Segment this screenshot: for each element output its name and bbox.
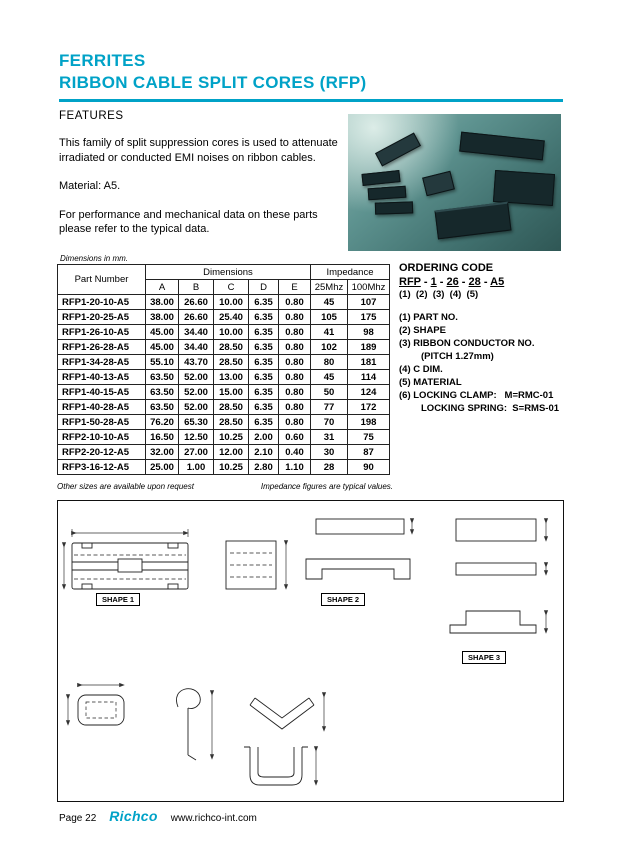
value-cell: 2.10 <box>249 445 279 460</box>
feature-paragraph-2: Material: A5. <box>59 180 121 192</box>
value-cell: 32.00 <box>146 445 179 460</box>
value-cell: 26.60 <box>179 295 214 310</box>
value-cell: 43.70 <box>179 355 214 370</box>
table-row <box>58 355 390 370</box>
value-cell: 114 <box>348 370 390 385</box>
table-row <box>58 430 390 445</box>
shape3-label: SHAPE 3 <box>462 651 506 664</box>
table-footnotes <box>57 482 393 491</box>
chevron-clip-view <box>250 695 324 729</box>
value-cell: 63.50 <box>146 400 179 415</box>
value-cell: 2.00 <box>249 430 279 445</box>
rfp2-cross-section <box>68 685 124 725</box>
value-cell: 41 <box>311 325 348 340</box>
value-cell: 0.80 <box>279 400 311 415</box>
units-note: Dimensions in mm. <box>60 254 129 263</box>
table-row <box>58 460 390 475</box>
value-cell: 2.80 <box>249 460 279 475</box>
table-row <box>58 370 390 385</box>
part-number-cell: RFP1-20-25-A5 <box>58 310 146 325</box>
value-cell: 10.25 <box>214 430 249 445</box>
part-number-cell: RFP1-26-28-A5 <box>58 340 146 355</box>
value-cell: 181 <box>348 355 390 370</box>
table-row <box>58 445 390 460</box>
col-header-c: C <box>214 280 249 295</box>
value-cell: 1.10 <box>279 460 311 475</box>
part-number-cell: RFP2-10-10-A5 <box>58 430 146 445</box>
value-cell: 13.00 <box>214 370 249 385</box>
ordering-legend-item: (5) MATERIAL <box>399 377 462 388</box>
value-cell: 50 <box>311 385 348 400</box>
value-cell: 28.50 <box>214 415 249 430</box>
value-cell: 45 <box>311 295 348 310</box>
value-cell: 87 <box>348 445 390 460</box>
value-cell: 10.00 <box>214 325 249 340</box>
ordering-positions: (1) (2) (3) (4) (5) <box>399 289 479 300</box>
ordering-legend <box>399 311 574 415</box>
code-prefix: RFP <box>399 276 421 288</box>
value-cell: 0.80 <box>279 325 311 340</box>
value-cell: 80 <box>311 355 348 370</box>
ferrite-core-shape <box>435 202 512 240</box>
value-cell: 38.00 <box>146 295 179 310</box>
ferrite-core-shape <box>422 171 455 196</box>
value-cell: 70 <box>311 415 348 430</box>
value-cell: 34.40 <box>179 325 214 340</box>
value-cell: 189 <box>348 340 390 355</box>
locking-spring-view <box>176 689 212 760</box>
code-part-4: A5 <box>490 276 505 288</box>
value-cell: 0.80 <box>279 310 311 325</box>
ordering-legend-item: (1) PART NO. <box>399 312 458 323</box>
accessory-views <box>68 685 324 785</box>
value-cell: 52.00 <box>179 385 214 400</box>
technical-drawings <box>57 500 564 802</box>
ferrite-core-shape <box>459 132 545 161</box>
col-header-impedance: Impedance <box>311 265 390 280</box>
value-cell: 6.35 <box>249 400 279 415</box>
value-cell: 6.35 <box>249 325 279 340</box>
footnote-other-sizes: Other sizes are available upon request <box>57 482 194 491</box>
value-cell: 0.60 <box>279 430 311 445</box>
value-cell: 105 <box>311 310 348 325</box>
table-row <box>58 415 390 430</box>
ordering-code-block <box>399 262 574 415</box>
page-header <box>59 50 366 94</box>
value-cell: 26.60 <box>179 310 214 325</box>
col-header-e: E <box>279 280 311 295</box>
feature-text <box>59 136 351 251</box>
table-row <box>58 325 390 340</box>
ordering-legend-item: (4) C DIM. <box>399 364 443 375</box>
ordering-legend-item: (6) LOCKING CLAMP: M=RMC-01 <box>399 390 554 401</box>
ordering-code-line <box>399 276 574 288</box>
value-cell: 98 <box>348 325 390 340</box>
ferrite-core-shape <box>375 201 413 214</box>
code-separator: - <box>458 276 469 288</box>
value-cell: 0.80 <box>279 355 311 370</box>
spec-table <box>57 264 390 475</box>
value-cell: 6.35 <box>249 385 279 400</box>
part-number-cell: RFP1-40-15-A5 <box>58 385 146 400</box>
value-cell: 52.00 <box>179 400 214 415</box>
value-cell: 75 <box>348 430 390 445</box>
col-header-dimensions: Dimensions <box>146 265 311 280</box>
value-cell: 28.50 <box>214 400 249 415</box>
value-cell: 52.00 <box>179 370 214 385</box>
header-divider <box>59 99 563 102</box>
richco-logo: Richco <box>109 808 158 824</box>
drawings-canvas <box>58 501 561 799</box>
part-number-cell: RFP1-40-13-A5 <box>58 370 146 385</box>
code-part-2: 26 <box>446 276 459 288</box>
table-row <box>58 340 390 355</box>
part-number-cell: RFP1-20-10-A5 <box>58 295 146 310</box>
shape1-end-view <box>226 541 286 589</box>
value-cell: 107 <box>348 295 390 310</box>
value-cell: 30 <box>311 445 348 460</box>
col-header-100mhz: 100Mhz <box>348 280 390 295</box>
value-cell: 27.00 <box>179 445 214 460</box>
footnote-impedance: Impedance figures are typical values. <box>260 482 393 491</box>
value-cell: 12.00 <box>214 445 249 460</box>
value-cell: 12.50 <box>179 430 214 445</box>
code-separator: - <box>436 276 447 288</box>
ordering-legend-item: (2) SHAPE <box>399 325 446 336</box>
value-cell: 45.00 <box>146 340 179 355</box>
value-cell: 10.25 <box>214 460 249 475</box>
ferrite-core-shape <box>368 186 407 201</box>
value-cell: 38.00 <box>146 310 179 325</box>
ordering-legend-item: (3) RIBBON CONDUCTOR NO. <box>399 338 535 349</box>
part-number-cell: RFP1-50-28-A5 <box>58 415 146 430</box>
part-number-cell: RFP3-16-12-A5 <box>58 460 146 475</box>
shape1-label: SHAPE 1 <box>96 593 140 606</box>
value-cell: 25.40 <box>214 310 249 325</box>
value-cell: 6.35 <box>249 295 279 310</box>
table-row <box>58 310 390 325</box>
spec-table-body <box>58 295 390 475</box>
value-cell: 63.50 <box>146 370 179 385</box>
value-cell: 0.80 <box>279 370 311 385</box>
value-cell: 6.35 <box>249 415 279 430</box>
ferrite-core-shape <box>361 170 400 186</box>
ferrite-core-shape <box>493 170 555 206</box>
value-cell: 172 <box>348 400 390 415</box>
shape3-views <box>450 519 546 633</box>
value-cell: 0.80 <box>279 340 311 355</box>
value-cell: 6.35 <box>249 340 279 355</box>
table-row <box>58 400 390 415</box>
ordering-legend-item: (PITCH 1.27mm) <box>421 351 494 362</box>
value-cell: 175 <box>348 310 390 325</box>
table-row <box>58 385 390 400</box>
value-cell: 28.50 <box>214 340 249 355</box>
part-number-cell: RFP1-34-28-A5 <box>58 355 146 370</box>
value-cell: 10.00 <box>214 295 249 310</box>
value-cell: 6.35 <box>249 310 279 325</box>
value-cell: 102 <box>311 340 348 355</box>
code-separator: - <box>480 276 491 288</box>
product-photo <box>348 114 561 251</box>
col-header-part: Part Number <box>58 265 146 295</box>
code-separator: - <box>420 276 431 288</box>
value-cell: 45.00 <box>146 325 179 340</box>
value-cell: 45 <box>311 370 348 385</box>
value-cell: 0.80 <box>279 295 311 310</box>
code-part-1: 1 <box>430 276 437 288</box>
value-cell: 90 <box>348 460 390 475</box>
shape1-front-view <box>64 529 188 589</box>
value-cell: 1.00 <box>179 460 214 475</box>
part-number-cell: RFP1-40-28-A5 <box>58 400 146 415</box>
shape2-label: SHAPE 2 <box>321 593 365 606</box>
website-url: www.richco-int.com <box>170 813 257 824</box>
ferrite-core-shape <box>375 133 421 167</box>
col-header-b: B <box>179 280 214 295</box>
page-subtitle: RIBBON CABLE SPLIT CORES (RFP) <box>59 73 367 92</box>
feature-paragraph-3: For performance and mechanical data on these parts please refer to the typical data. <box>59 208 318 235</box>
col-header-a: A <box>146 280 179 295</box>
value-cell: 28 <box>311 460 348 475</box>
col-header-d: D <box>249 280 279 295</box>
features-heading: FEATURES <box>59 110 124 122</box>
code-part-3: 28 <box>468 276 481 288</box>
ordering-legend-item: LOCKING SPRING: S=RMS-01 <box>421 403 560 414</box>
locking-clamp-view <box>244 747 316 785</box>
value-cell: 16.50 <box>146 430 179 445</box>
page-title: FERRITES <box>59 51 146 70</box>
page-footer <box>59 808 257 824</box>
shape2-views <box>306 519 412 579</box>
value-cell: 63.50 <box>146 385 179 400</box>
value-cell: 124 <box>348 385 390 400</box>
value-cell: 34.40 <box>179 340 214 355</box>
col-header-25mhz: 25Mhz <box>311 280 348 295</box>
feature-paragraph-1: This family of split suppression cores is used to attenuate irradiated or conducted EMI noises on ribbon cables. <box>59 137 338 164</box>
table-row <box>58 295 390 310</box>
value-cell: 31 <box>311 430 348 445</box>
value-cell: 6.35 <box>249 370 279 385</box>
value-cell: 0.80 <box>279 415 311 430</box>
value-cell: 25.00 <box>146 460 179 475</box>
value-cell: 6.35 <box>249 355 279 370</box>
part-number-cell: RFP1-26-10-A5 <box>58 325 146 340</box>
value-cell: 77 <box>311 400 348 415</box>
value-cell: 0.40 <box>279 445 311 460</box>
value-cell: 198 <box>348 415 390 430</box>
value-cell: 76.20 <box>146 415 179 430</box>
page-number: Page 22 <box>59 813 97 824</box>
part-number-cell: RFP2-20-12-A5 <box>58 445 146 460</box>
value-cell: 15.00 <box>214 385 249 400</box>
value-cell: 0.80 <box>279 385 311 400</box>
value-cell: 65.30 <box>179 415 214 430</box>
ordering-heading: ORDERING CODE <box>399 262 494 274</box>
value-cell: 55.10 <box>146 355 179 370</box>
spec-table-head <box>58 265 390 295</box>
value-cell: 28.50 <box>214 355 249 370</box>
